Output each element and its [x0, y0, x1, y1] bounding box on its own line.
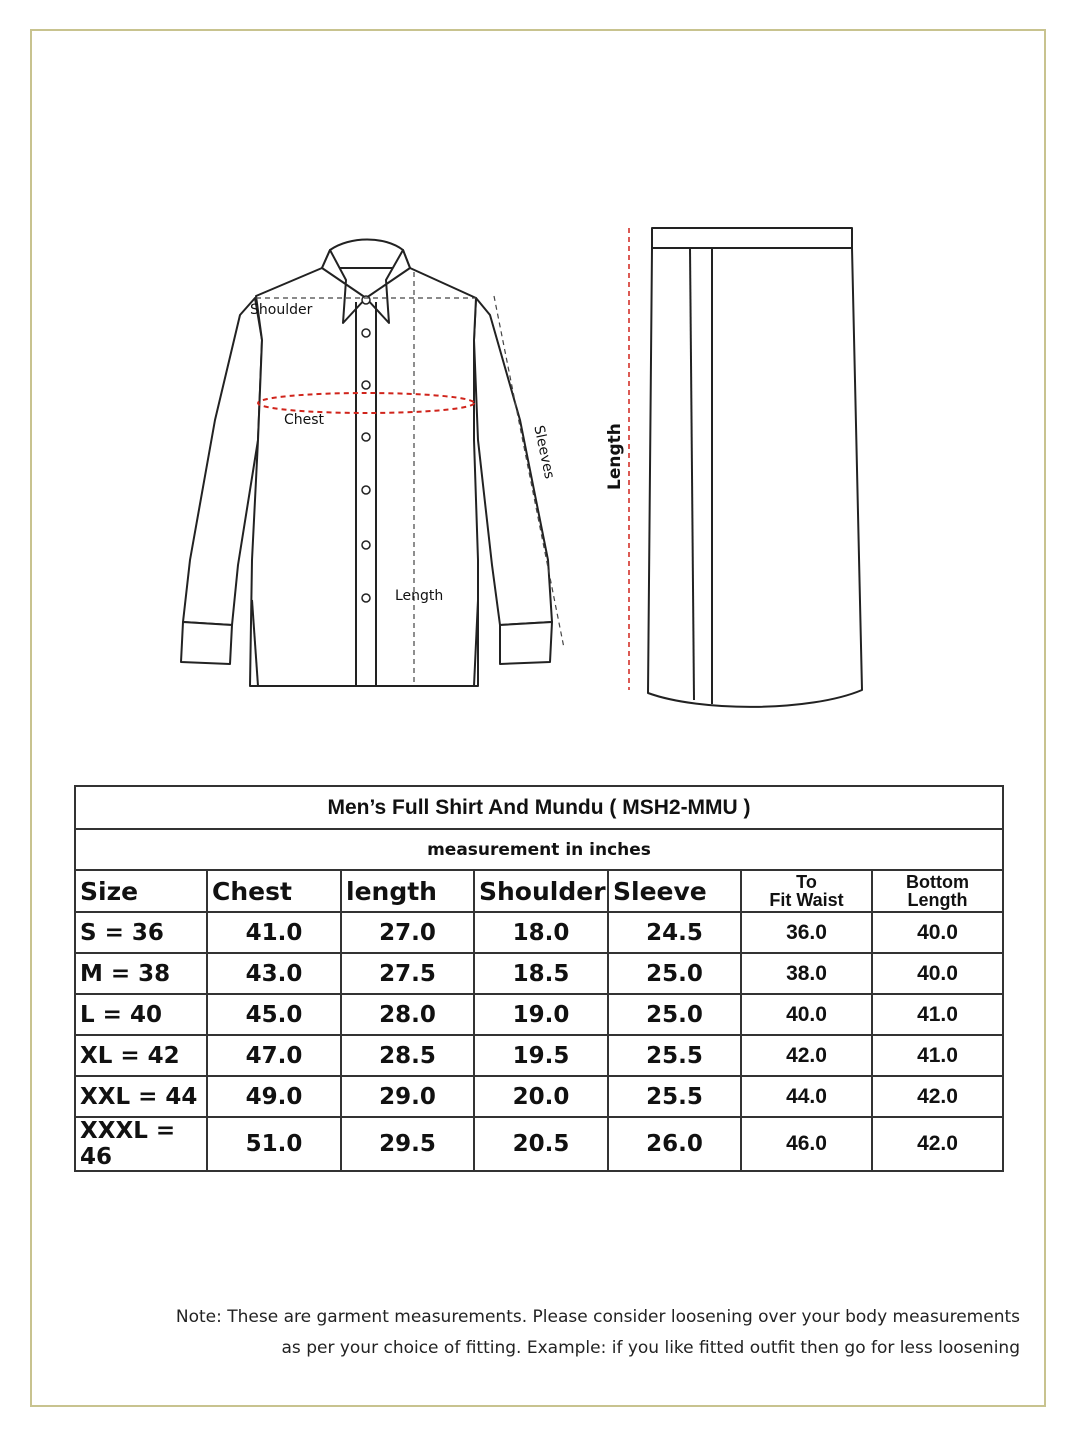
cell-bottom-length: 42.0 [872, 1076, 1003, 1117]
cell-sleeve: 26.0 [608, 1117, 741, 1171]
table-row [75, 953, 1003, 994]
mundu-illustration [648, 228, 862, 707]
cell-fit-waist: 42.0 [741, 1035, 872, 1076]
cell-shoulder: 20.5 [474, 1117, 608, 1171]
cell-size: M = 38 [75, 953, 207, 994]
cell-chest: 51.0 [207, 1117, 341, 1171]
cell-fit-waist: 38.0 [741, 953, 872, 994]
note-line-2: as per your choice of fitting. Example: if you like fitted outfit then go for less loosening [281, 1338, 1020, 1358]
cell-shoulder: 19.5 [474, 1035, 608, 1076]
table-row [75, 912, 1003, 953]
cell-length: 27.0 [341, 912, 474, 953]
cell-length: 28.5 [341, 1035, 474, 1076]
cell-size: XL = 42 [75, 1035, 207, 1076]
cell-chest: 47.0 [207, 1035, 341, 1076]
chest-label: Chest [284, 412, 325, 428]
cell-bottom-length: 41.0 [872, 994, 1003, 1035]
cell-bottom-length: 40.0 [872, 953, 1003, 994]
cell-fit-waist: 46.0 [741, 1117, 872, 1171]
mundu-length-label: Length [605, 423, 625, 490]
header-sleeve: Sleeve [608, 870, 741, 912]
table-header-row [75, 870, 1003, 912]
cell-size: XXL = 44 [75, 1076, 207, 1117]
cell-chest: 43.0 [207, 953, 341, 994]
cell-chest: 41.0 [207, 912, 341, 953]
header-bottom-length [872, 870, 1003, 912]
header-chest: Chest [207, 870, 341, 912]
cell-chest: 49.0 [207, 1076, 341, 1117]
table-row [75, 994, 1003, 1035]
cell-shoulder: 18.0 [474, 912, 608, 953]
cell-sleeve: 25.0 [608, 994, 741, 1035]
table-row [75, 1076, 1003, 1117]
table-title: Men’s Full Shirt And Mundu ( MSH2-MMU ) [75, 786, 1003, 829]
header-bottom-length-line1: Bottom [906, 872, 969, 892]
cell-bottom-length: 40.0 [872, 912, 1003, 953]
unit-note: measurement in inches [75, 829, 1003, 870]
header-shoulder: Shoulder [474, 870, 608, 912]
cell-fit-waist: 44.0 [741, 1076, 872, 1117]
cell-bottom-length: 42.0 [872, 1117, 1003, 1171]
cell-size: L = 40 [75, 994, 207, 1035]
size-chart-table [74, 785, 1004, 1172]
cell-sleeve: 24.5 [608, 912, 741, 953]
shirt-length-label: Length [395, 588, 444, 604]
cell-shoulder: 18.5 [474, 953, 608, 994]
fitting-note [52, 1302, 1020, 1364]
header-bottom-length-line2: Length [907, 890, 968, 910]
cell-fit-waist: 36.0 [741, 912, 872, 953]
header-fit-waist-line1: To [796, 872, 817, 892]
header-fit-waist [741, 870, 872, 912]
shoulder-label: Shoulder [250, 302, 313, 318]
cell-shoulder: 20.0 [474, 1076, 608, 1117]
cell-length: 29.5 [341, 1117, 474, 1171]
cell-size: S = 36 [75, 912, 207, 953]
cell-fit-waist: 40.0 [741, 994, 872, 1035]
header-size: Size [75, 870, 207, 912]
sleeves-label: Sleeves [530, 424, 558, 481]
header-length: length [341, 870, 474, 912]
cell-sleeve: 25.0 [608, 953, 741, 994]
cell-chest: 45.0 [207, 994, 341, 1035]
cell-shoulder: 19.0 [474, 994, 608, 1035]
cell-length: 29.0 [341, 1076, 474, 1117]
cell-size: XXXL = 46 [75, 1117, 207, 1171]
cell-sleeve: 25.5 [608, 1035, 741, 1076]
cell-length: 28.0 [341, 994, 474, 1035]
note-line-1: Note: These are garment measurements. Please consider loosening over your body measurements [175, 1307, 1020, 1327]
cell-sleeve: 25.5 [608, 1076, 741, 1117]
cell-bottom-length: 41.0 [872, 1035, 1003, 1076]
table-row [75, 1035, 1003, 1076]
header-fit-waist-line2: Fit Waist [769, 890, 844, 910]
cell-length: 27.5 [341, 953, 474, 994]
table-row [75, 1117, 1003, 1171]
